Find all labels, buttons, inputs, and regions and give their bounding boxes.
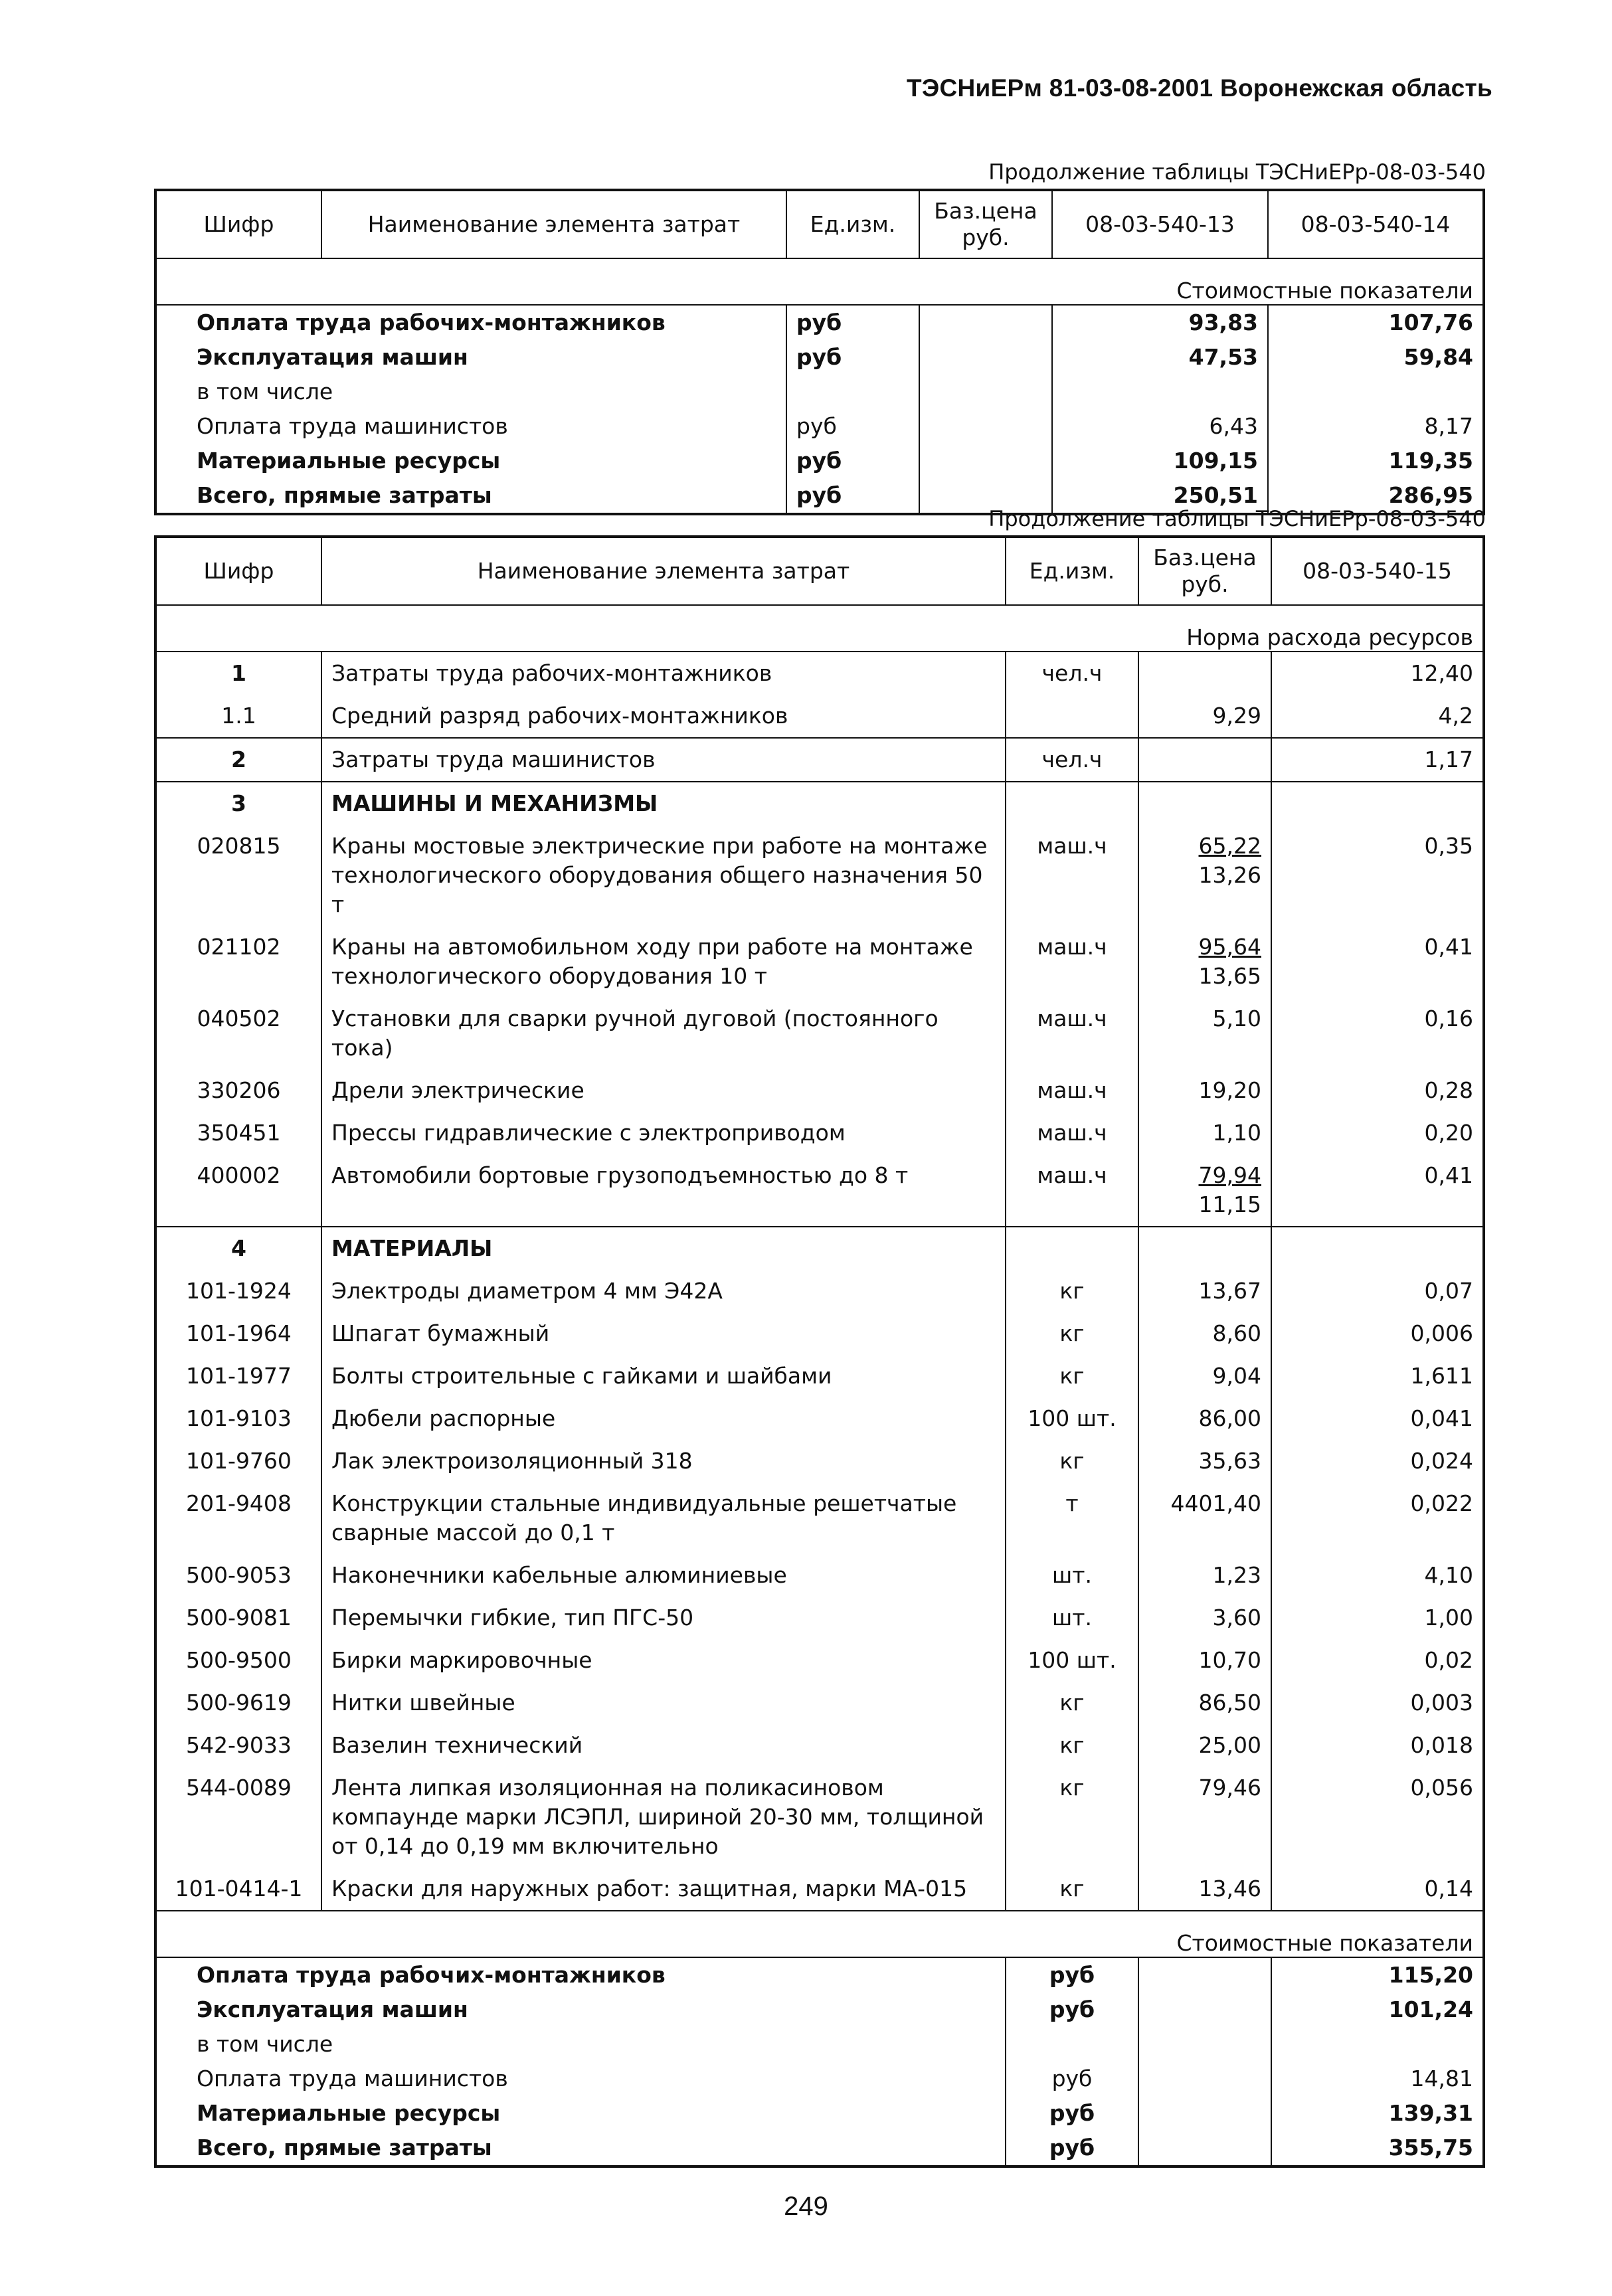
row-price: 8,60 (1138, 1312, 1271, 1355)
cost-unit: руб (1006, 2062, 1138, 2096)
row-unit: чел.ч (1006, 652, 1138, 695)
row-code: 101-1964 (155, 1312, 321, 1355)
cost-row (155, 2062, 1484, 2096)
cost-value: 355,75 (1271, 2131, 1484, 2166)
table-row (155, 652, 1484, 695)
row-price (1138, 652, 1271, 695)
row-code: 4 (155, 1227, 321, 1270)
table-row (155, 1724, 1484, 1767)
col-header-unit: Ед.изм. (1006, 537, 1138, 605)
table-row: Эксплуатация машин руб 47,53 59,84 (155, 340, 1484, 375)
table-row (155, 1154, 1484, 1227)
row-unit: шт. (1006, 1554, 1138, 1597)
table1-continuation-label: Продолжение таблицы ТЭСНиЕРр-08-03-540 (988, 159, 1486, 185)
row-name: Затраты труда машинистов (321, 738, 1006, 782)
table2-cost-label: Стоимостные показатели (155, 1911, 1484, 1957)
page-number: 249 (784, 2192, 828, 2221)
table-row (155, 1069, 1484, 1112)
row-name: Электроды диаметром 4 мм Э42А (321, 1270, 1006, 1312)
row-name: Дюбели распорные (321, 1397, 1006, 1440)
row-unit: кг (1006, 1312, 1138, 1355)
row-unit: кг (1006, 1724, 1138, 1767)
row-norm: 4,10 (1271, 1554, 1484, 1597)
cost-row (155, 1957, 1484, 1992)
row-unit: маш.ч (1006, 926, 1138, 998)
row-name: Дрели электрические (321, 1069, 1006, 1112)
table-row (155, 1227, 1484, 1270)
cost-name: Эксплуатация машин (155, 1992, 1006, 2027)
row-norm: 0,02 (1271, 1639, 1484, 1682)
cost-name: Оплата труда машинистов (155, 2062, 1006, 2096)
table-row: Оплата труда машинистов руб 6,43 8,17 (155, 409, 1484, 444)
row-code: 330206 (155, 1069, 321, 1112)
row-price (1138, 926, 1271, 998)
row-name: Затраты труда рабочих-монтажников (321, 652, 1006, 695)
row-name: Вазелин технический (321, 1724, 1006, 1767)
row-name: МАТЕРИАЛЫ (321, 1227, 1006, 1270)
price-value: 65,22 (1198, 833, 1261, 859)
cost-row (155, 1992, 1484, 2027)
row-norm: 0,16 (1271, 998, 1484, 1069)
table-row: Материальные ресурсы руб 109,15 119,35 (155, 444, 1484, 478)
row-norm: 0,022 (1271, 1482, 1484, 1554)
row-code: 101-1924 (155, 1270, 321, 1312)
row-price: 4401,40 (1138, 1482, 1271, 1554)
row-code: 201-9408 (155, 1482, 321, 1554)
cost-name: в том числе (155, 2027, 1006, 2062)
table-row (155, 1112, 1484, 1154)
col-header-name: Наименование элемента затрат (321, 537, 1006, 605)
price-value: 95,64 (1198, 934, 1261, 960)
col-header-code: Шифр (155, 537, 321, 605)
cost-empty (1138, 2131, 1271, 2166)
row-code: 1 (155, 652, 321, 695)
cost-empty (1138, 2062, 1271, 2096)
row-code: 544-0089 (155, 1767, 321, 1868)
table-row (155, 1639, 1484, 1682)
price-secondary: 13,26 (1198, 862, 1261, 888)
table-row (155, 926, 1484, 998)
price-secondary: 11,15 (1198, 1192, 1261, 1217)
col-header-13: 08-03-540-13 (1052, 190, 1268, 258)
cost-value: 101,24 (1271, 1992, 1484, 2027)
row-code: 021102 (155, 926, 321, 998)
row-name: Бирки маркировочные (321, 1639, 1006, 1682)
row-unit (1006, 1227, 1138, 1270)
cost-unit: руб (1006, 1957, 1138, 1992)
table-row (155, 1270, 1484, 1312)
table-row (155, 695, 1484, 738)
row-unit: кг (1006, 1270, 1138, 1312)
row-unit: т (1006, 1482, 1138, 1554)
row-code: 101-9760 (155, 1440, 321, 1482)
cost-name: Материальные ресурсы (155, 2096, 1006, 2131)
row-price (1138, 782, 1271, 825)
row-name: Автомобили бортовые грузоподъемностью до 8 т (321, 1154, 1006, 1227)
col-header-code: Шифр (155, 190, 321, 258)
row-unit: 100 шт. (1006, 1639, 1138, 1682)
row-price (1138, 1227, 1271, 1270)
table-row: Оплата труда рабочих-монтажников руб 93,83 107,76 (155, 305, 1484, 340)
row-unit: 100 шт. (1006, 1397, 1138, 1440)
col-header-unit: Ед.изм. (786, 190, 919, 258)
row-code: 500-9500 (155, 1639, 321, 1682)
table2 (154, 535, 1485, 2168)
table-row (155, 738, 1484, 782)
row-price: 9,04 (1138, 1355, 1271, 1397)
row-unit: шт. (1006, 1597, 1138, 1639)
cost-row (155, 2096, 1484, 2131)
row-unit: маш.ч (1006, 1112, 1138, 1154)
table-row (155, 1355, 1484, 1397)
row-norm: 0,041 (1271, 1397, 1484, 1440)
row-norm: 0,006 (1271, 1312, 1484, 1355)
row-code: 500-9053 (155, 1554, 321, 1597)
col-header-name: Наименование элемента затрат (321, 190, 786, 258)
table-row (155, 1397, 1484, 1440)
row-norm: 0,41 (1271, 926, 1484, 998)
row-unit: кг (1006, 1440, 1138, 1482)
row-price: 79,46 (1138, 1767, 1271, 1868)
col-header-15: 08-03-540-15 (1271, 537, 1484, 605)
row-price: 19,20 (1138, 1069, 1271, 1112)
row-unit (1006, 782, 1138, 825)
row-name: Краны мостовые электрические при работе на монтаже технологического оборудования общего назначения 50 т (321, 825, 1006, 926)
row-unit: маш.ч (1006, 1069, 1138, 1112)
row-norm: 0,056 (1271, 1767, 1484, 1868)
row-norm: 0,28 (1271, 1069, 1484, 1112)
table-row (155, 1597, 1484, 1639)
row-price: 35,63 (1138, 1440, 1271, 1482)
cost-value: 14,81 (1271, 2062, 1484, 2096)
row-norm: 12,40 (1271, 652, 1484, 695)
row-norm: 0,024 (1271, 1440, 1484, 1482)
table-row (155, 1312, 1484, 1355)
price-value: 79,94 (1198, 1162, 1261, 1188)
cost-unit: руб (1006, 2131, 1138, 2166)
price-secondary: 13,65 (1198, 963, 1261, 989)
cost-empty (1138, 2096, 1271, 2131)
row-code: 040502 (155, 998, 321, 1069)
row-code: 1.1 (155, 695, 321, 738)
table-row (155, 825, 1484, 926)
cost-empty (1138, 2027, 1271, 2062)
row-name: Нитки швейные (321, 1682, 1006, 1724)
row-unit: кг (1006, 1682, 1138, 1724)
cost-row (155, 2131, 1484, 2166)
table-row: Всего, прямые затраты руб 250,51 286,95 (155, 478, 1484, 514)
row-unit: маш.ч (1006, 1154, 1138, 1227)
col-header-price: Баз.цена руб. (919, 190, 1052, 258)
row-unit (1006, 695, 1138, 738)
table1-header-row (155, 190, 1484, 258)
row-price: 1,23 (1138, 1554, 1271, 1597)
col-header-14: 08-03-540-14 (1268, 190, 1484, 258)
row-unit: чел.ч (1006, 738, 1138, 782)
row-code: 500-9081 (155, 1597, 321, 1639)
row-name: Болты строительные с гайками и шайбами (321, 1355, 1006, 1397)
row-name: Наконечники кабельные алюминиевые (321, 1554, 1006, 1597)
row-name: МАШИНЫ И МЕХАНИЗМЫ (321, 782, 1006, 825)
row-norm: 4,2 (1271, 695, 1484, 738)
row-norm (1271, 782, 1484, 825)
row-price: 5,10 (1138, 998, 1271, 1069)
row-norm: 1,17 (1271, 738, 1484, 782)
document-header: ТЭСНиЕРм 81-03-08-2001 Воронежская область (906, 74, 1492, 102)
table1 (154, 189, 1485, 515)
row-unit: кг (1006, 1868, 1138, 1911)
row-price: 9,29 (1138, 695, 1271, 738)
table-row (155, 1767, 1484, 1868)
row-name: Перемычки гибкие, тип ПГС-50 (321, 1597, 1006, 1639)
row-price (1138, 738, 1271, 782)
cost-row (155, 2027, 1484, 2062)
cost-empty (1138, 1992, 1271, 2027)
row-name: Лента липкая изоляционная на поликасиновом компаунде марки ЛСЭПЛ, шириной 20-30 мм, толщиной от 0,14 до 0,19 мм включительно (321, 1767, 1006, 1868)
row-norm: 0,07 (1271, 1270, 1484, 1312)
row-unit: кг (1006, 1767, 1138, 1868)
row-price: 13,46 (1138, 1868, 1271, 1911)
row-code: 350451 (155, 1112, 321, 1154)
row-norm: 0,41 (1271, 1154, 1484, 1227)
cost-value (1271, 2027, 1484, 2062)
row-price (1138, 1154, 1271, 1227)
row-norm: 0,20 (1271, 1112, 1484, 1154)
cost-empty (1138, 1957, 1271, 1992)
row-norm: 1,00 (1271, 1597, 1484, 1639)
row-norm: 0,35 (1271, 825, 1484, 926)
row-code: 101-9103 (155, 1397, 321, 1440)
table2-header-row (155, 537, 1484, 605)
row-price: 10,70 (1138, 1639, 1271, 1682)
row-unit: маш.ч (1006, 825, 1138, 926)
row-code: 542-9033 (155, 1724, 321, 1767)
table-row (155, 1682, 1484, 1724)
cost-unit: руб (1006, 2096, 1138, 2131)
row-name: Лак электроизоляционный 318 (321, 1440, 1006, 1482)
table-row (155, 782, 1484, 825)
table-row (155, 1868, 1484, 1911)
row-price: 86,00 (1138, 1397, 1271, 1440)
row-price: 13,67 (1138, 1270, 1271, 1312)
row-name: Краски для наружных работ: защитная, марки МА-015 (321, 1868, 1006, 1911)
row-name: Прессы гидравлические с электроприводом (321, 1112, 1006, 1154)
row-code: 2 (155, 738, 321, 782)
table-row (155, 1440, 1484, 1482)
row-price: 3,60 (1138, 1597, 1271, 1639)
row-name: Конструкции стальные индивидуальные решетчатые сварные массой до 0,1 т (321, 1482, 1006, 1554)
cost-value: 115,20 (1271, 1957, 1484, 1992)
cost-name: Всего, прямые затраты (155, 2131, 1006, 2166)
col-header-price: Баз.цена руб. (1138, 537, 1271, 605)
table-row (155, 1554, 1484, 1597)
row-code: 101-0414-1 (155, 1868, 321, 1911)
table2-continuation-label: Продолжение таблицы ТЭСНиЕРр-08-03-540 (988, 506, 1486, 531)
row-code: 500-9619 (155, 1682, 321, 1724)
row-name: Краны на автомобильном ходу при работе на монтаже технологического оборудования 10 т (321, 926, 1006, 998)
row-code: 101-1977 (155, 1355, 321, 1397)
table-row (155, 1482, 1484, 1554)
table2-section-label: Норма расхода ресурсов (155, 605, 1484, 652)
row-norm: 0,14 (1271, 1868, 1484, 1911)
row-code: 3 (155, 782, 321, 825)
row-price: 1,10 (1138, 1112, 1271, 1154)
table1-section-label: Стоимостные показатели (155, 258, 1484, 305)
row-unit: маш.ч (1006, 998, 1138, 1069)
row-name: Установки для сварки ручной дуговой (постоянного тока) (321, 998, 1006, 1069)
row-price (1138, 825, 1271, 926)
row-norm: 0,003 (1271, 1682, 1484, 1724)
cost-name: Оплата труда рабочих-монтажников (155, 1957, 1006, 1992)
table-row: в том числе (155, 375, 1484, 409)
row-norm (1271, 1227, 1484, 1270)
row-name: Шпагат бумажный (321, 1312, 1006, 1355)
cost-unit (1006, 2027, 1138, 2062)
row-code: 020815 (155, 825, 321, 926)
cost-unit: руб (1006, 1992, 1138, 2027)
row-norm: 0,018 (1271, 1724, 1484, 1767)
row-name: Средний разряд рабочих-монтажников (321, 695, 1006, 738)
row-unit: кг (1006, 1355, 1138, 1397)
row-code: 400002 (155, 1154, 321, 1227)
cost-value: 139,31 (1271, 2096, 1484, 2131)
row-price: 86,50 (1138, 1682, 1271, 1724)
table-row (155, 998, 1484, 1069)
row-norm: 1,611 (1271, 1355, 1484, 1397)
row-price: 25,00 (1138, 1724, 1271, 1767)
